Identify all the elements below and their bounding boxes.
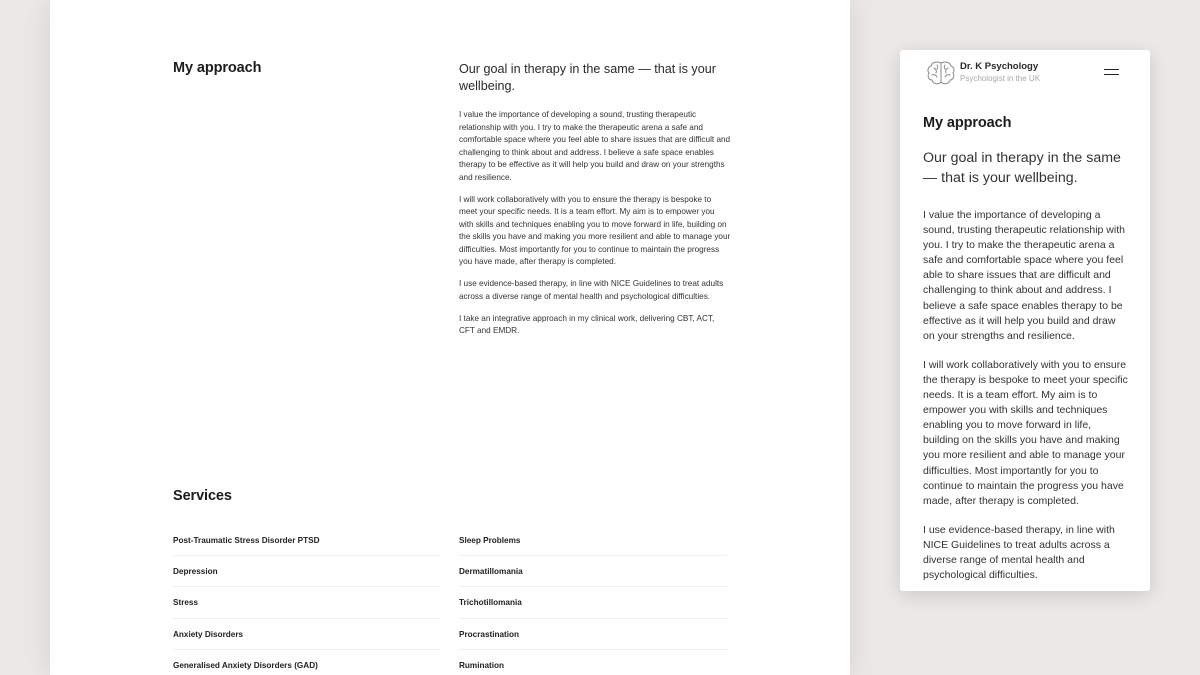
services-list-right xyxy=(459,525,727,675)
service-item[interactable]: Stress xyxy=(173,587,441,618)
mobile-approach-lead: Our goal in therapy in the same — that is your wellbeing. xyxy=(923,150,1121,186)
service-item[interactable]: Post-Traumatic Stress Disorder PTSD xyxy=(173,525,441,556)
service-item[interactable]: Generalised Anxiety Disorders (GAD) xyxy=(173,650,441,675)
approach-heading: My approach xyxy=(173,60,262,76)
mobile-approach-heading: My approach xyxy=(923,115,1012,131)
brand-name[interactable]: Dr. K Psychology xyxy=(960,61,1039,72)
approach-paragraph: I use evidence-based therapy, in line with NICE Guidelines to treat adults across a diverse range of mental health and psychological difficulties. xyxy=(459,279,724,301)
services-list-left xyxy=(173,525,441,675)
menu-bar xyxy=(1104,69,1119,70)
mobile-approach-section xyxy=(923,115,1129,591)
approach-paragraph: I value the importance of developing a sound, trusting therapeutic relationship with you. I try to make the therapeutic arena a safe and comfortable space where you feel able to share issues that are difficult and challenging to think about and address. I believe a safe space enables therapy to be effective as it will help you build and draw on your strengths and resilience. xyxy=(459,110,731,182)
approach-paragraph: I take an integrative approach in my clinical work, delivering CBT, ACT, CFT and EMDR. xyxy=(459,313,715,335)
service-item[interactable]: Depression xyxy=(173,556,441,587)
service-item[interactable]: Anxiety Disorders xyxy=(173,619,441,650)
approach-paragraph: I will work collaboratively with you to ensure the therapy is bespoke to meet your specific needs. It is a team effort. My aim is to empower you with skills and techniques enabling you to move forward in life, building on the skills you have and making you more resilient and able to manage your difficulties. Most importantly for you to continue to maintain the progress you have made, after therapy is completed. xyxy=(459,194,731,266)
mobile-approach-paragraph: I will work collaboratively with you to ensure the therapy is bespoke to meet your specific needs. It is a team effort. My aim is to empower you with skills and techniques enabling you to move forward in life, building on the skills you have and making you more resilient and able to manage your difficulties. Most importantly for you to continue to maintain the progress you have made, after therapy is completed. xyxy=(923,358,1128,507)
desktop-page xyxy=(50,0,850,675)
service-item[interactable]: Rumination xyxy=(459,650,727,675)
service-item[interactable]: Sleep Problems xyxy=(459,525,727,556)
service-item[interactable]: Trichotillomania xyxy=(459,587,727,618)
menu-bar xyxy=(1104,74,1119,75)
approach-lead: Our goal in therapy in the same — that is your wellbeing. xyxy=(459,62,716,93)
service-item[interactable]: Dermatillomania xyxy=(459,556,727,587)
mobile-approach-paragraph: I value the importance of developing a sound, trusting therapeutic relationship with you. I try to make the therapeutic arena a safe and comfortable space where you feel able to share issues that are difficult and challenging to think about and address. I believe a safe space enables therapy to be effective as it will help you build and draw on your strengths and resilience. xyxy=(923,209,1125,342)
mobile-header xyxy=(900,50,1150,96)
approach-content xyxy=(459,61,731,347)
service-item[interactable]: Procrastination xyxy=(459,619,727,650)
mobile-approach-paragraph: I use evidence-based therapy, in line with NICE Guidelines to treat adults across a diverse range of mental health and psychological difficulties. xyxy=(923,523,1115,582)
brand-tagline: Psychologist in the UK xyxy=(960,74,1041,83)
services-heading: Services xyxy=(173,488,232,504)
brain-icon[interactable] xyxy=(926,60,956,86)
mobile-preview xyxy=(900,50,1150,591)
hamburger-icon[interactable] xyxy=(1103,64,1121,80)
